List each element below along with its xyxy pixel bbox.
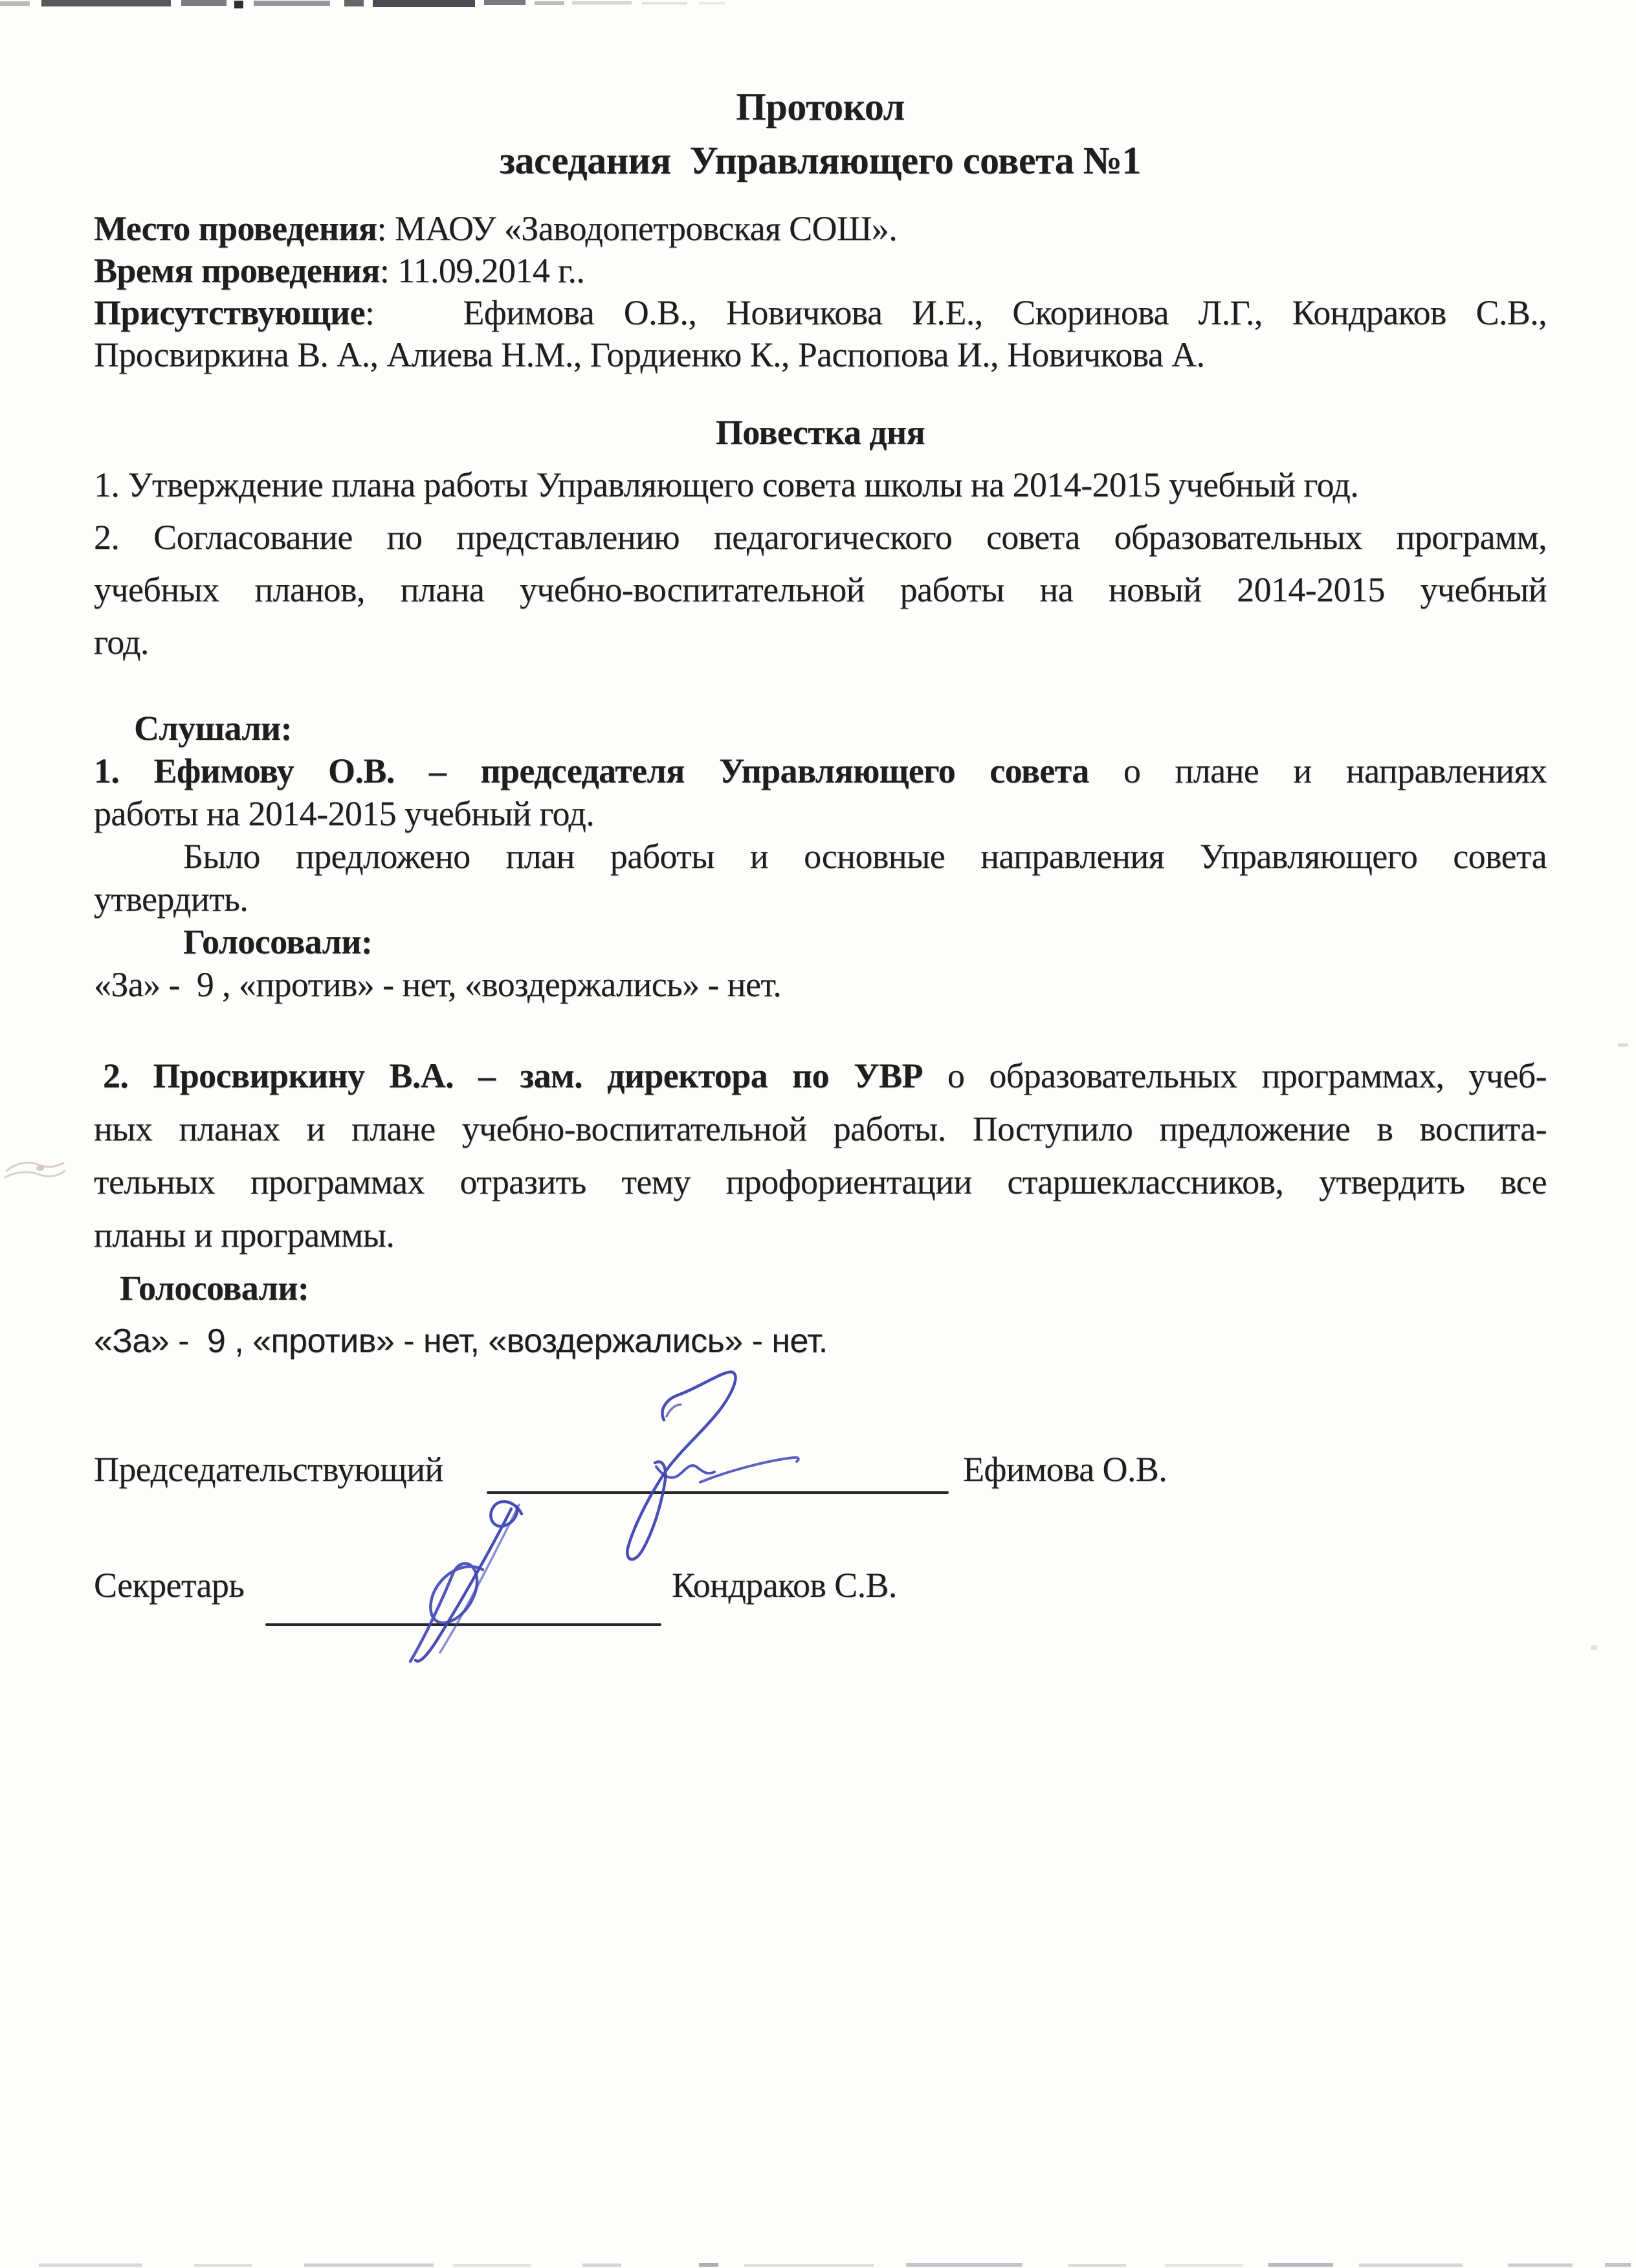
document-title	[94, 80, 1547, 188]
meta-time-value: : 11.09.2014 г..	[379, 251, 585, 290]
meta-time-label: Время проведения	[94, 251, 380, 290]
heard-item-2-speaker: 2. Просвиркину В.А. – зам. директора по УВР	[103, 1056, 923, 1095]
scan-speck	[1618, 1043, 1628, 1047]
agenda-item-1: 1. Утверждение плана работы Управляющего совета школы на 2014-2015 учебный год.	[94, 465, 1359, 504]
agenda-item-2-line-1: 2. Согласование по представлению педагогического совета образовательных программ,	[94, 518, 1547, 557]
heard-item-2-topic: о образовательных программах, учеб-	[922, 1056, 1547, 1095]
chair-signature-ink	[602, 1353, 822, 1573]
scan-speck	[1591, 1645, 1597, 1650]
agenda-section	[94, 406, 1547, 669]
heard-section	[94, 707, 1547, 1006]
heard-item-1-line-2: работы на 2014-2015 учебный год.	[94, 794, 595, 833]
heard-heading: Слушали:	[134, 709, 292, 748]
heard-item-2-line-4: планы и программы.	[94, 1216, 395, 1254]
chair-signature-line	[487, 1491, 949, 1494]
vote-1-result: «За» - 9 , «против» - нет, «воздержались» - нет.	[94, 965, 782, 1004]
heard-item-2-section	[94, 1049, 1547, 1368]
meta-place-value: : МАОУ «Заводопетровская СОШ».	[377, 209, 898, 248]
secretary-name: Кондраков С.В.	[672, 1566, 897, 1605]
meta-attendees-value: : Ефимова О.В., Новичкова И.Е., Скоринова Л.Г., Кондраков С.В.,	[364, 293, 1547, 332]
meta-place-label: Место проведения	[94, 209, 377, 248]
chair-label: Председательствующий	[94, 1450, 443, 1489]
meta-attendees-label: Присутствующие	[94, 293, 365, 332]
scan-artifact-top	[0, 0, 1636, 12]
vote-1-heading: Голосовали:	[183, 922, 373, 961]
heard-proposal-line-1: Было предложено план работы и основные направления Управляющего совета	[183, 837, 1547, 876]
meta-attendees	[94, 292, 1547, 334]
secretary-signature-line	[265, 1623, 661, 1626]
meta-time	[94, 250, 1547, 292]
meta-place	[94, 208, 1547, 250]
heard-item-1-line-1	[94, 750, 1547, 792]
heard-item-2-line-2: ных планах и плане учебно-воспитательной работы. Поступило предложение в воспита-	[94, 1109, 1547, 1148]
title-line-2: заседания Управляющего совета №1	[499, 139, 1142, 182]
agenda-heading: Повестка дня	[715, 413, 925, 452]
secretary-label: Секретарь	[94, 1566, 245, 1605]
chair-name: Ефимова О.В.	[963, 1450, 1167, 1489]
secretary-signature-ink	[396, 1485, 545, 1680]
scan-smudge-left	[1, 1149, 72, 1188]
scan-artifact-bottom	[0, 2258, 1636, 2268]
agenda-item-2-line-2: учебных планов, плана учебно-воспитательной работы на новый 2014-2015 учебный	[94, 570, 1547, 609]
vote-2-result: «За» - 9 , «против» - нет, «воздержались» - нет.	[94, 1322, 828, 1360]
agenda-item-2-line-3: год.	[94, 623, 149, 662]
meta-attendees-cont: Просвиркина В. А., Алиева Н.М., Гордиенко К., Распопова И., Новичкова А.	[94, 335, 1205, 374]
heard-item-1-speaker: 1. Ефимову О.В. – председателя Управляющего совета	[94, 751, 1089, 790]
heard-item-2-line-3: тельных программах отразить тему профориентации старшеклассников, утвердить все	[94, 1162, 1547, 1201]
meta-section	[94, 208, 1547, 376]
heard-item-1-topic: о плане и направлениях	[1089, 751, 1547, 790]
title-line-1: Протокол	[736, 85, 905, 128]
heard-item-2-line-1	[94, 1049, 1547, 1102]
heard-proposal-line-2: утвердить.	[94, 880, 249, 918]
vote-2-heading: Голосовали:	[120, 1269, 309, 1307]
